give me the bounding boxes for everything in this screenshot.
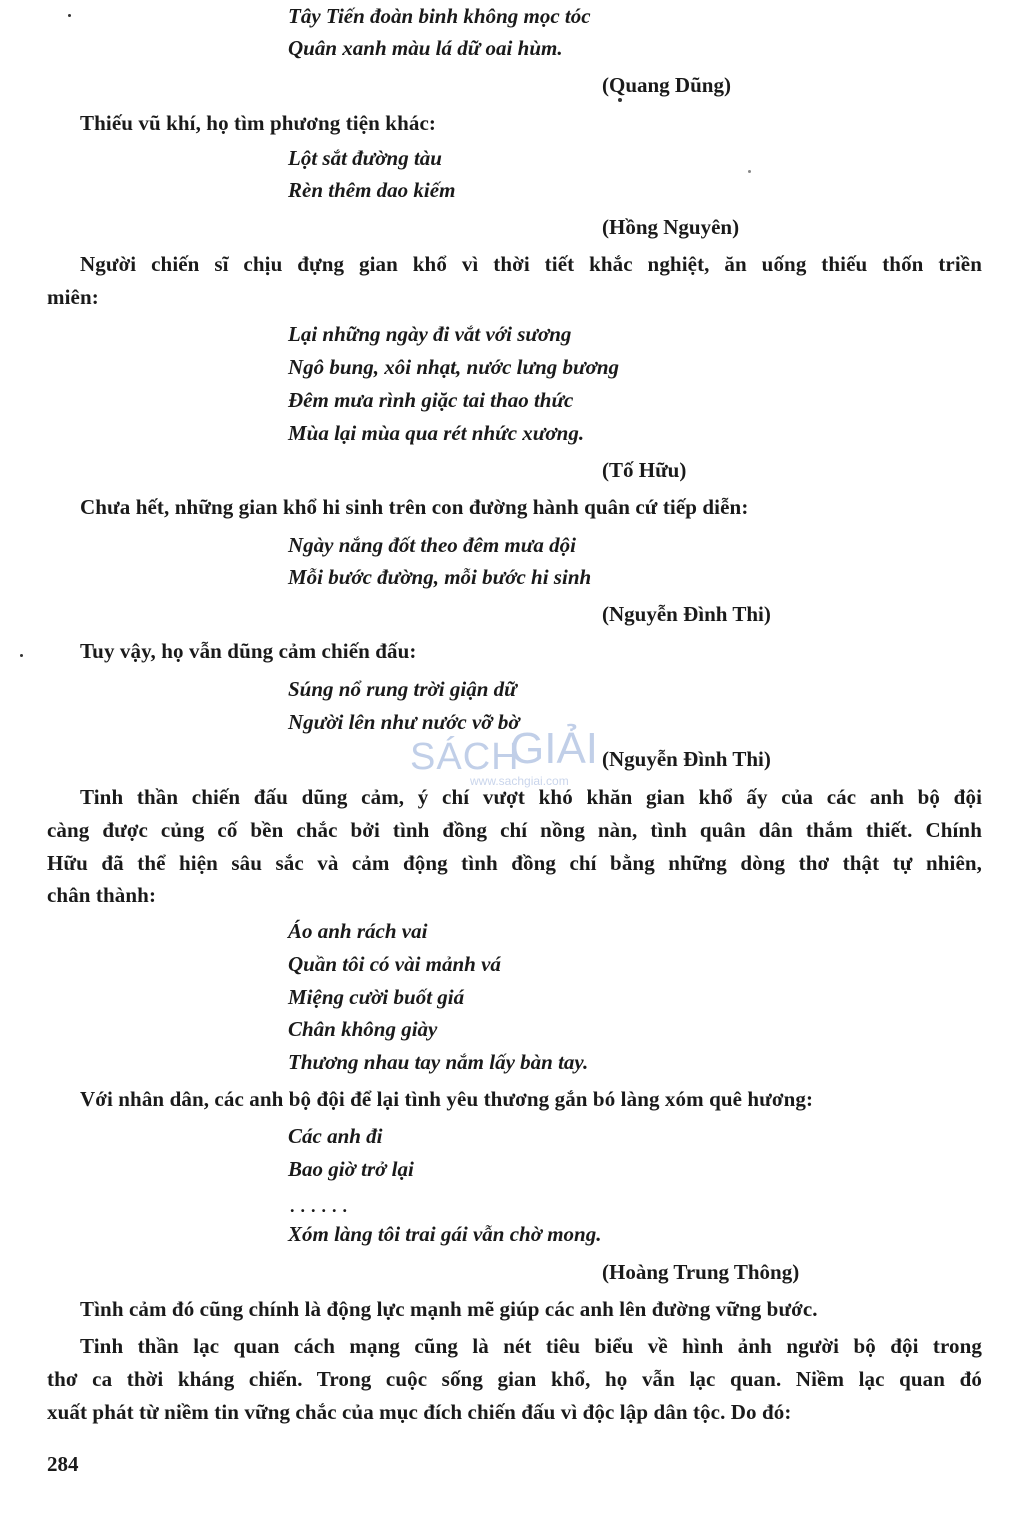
paragraph-line: chân thành:	[47, 883, 157, 907]
poem-author: (Quang Dũng)	[602, 73, 731, 97]
poem-line: Quân xanh màu lá dữ oai hùm.	[288, 36, 563, 60]
poem-line: Mỗi bước đường, mỗi bước hi sinh	[288, 565, 592, 589]
poem-author: (Nguyễn Đình Thi)	[602, 602, 771, 626]
paragraph-line: Với nhân dân, các anh bộ đội để lại tình yêu thương gắn bó làng xóm quê hương:	[80, 1087, 814, 1111]
scan-speck	[20, 654, 23, 657]
poem-author: (Nguyễn Đình Thi)	[602, 747, 771, 771]
poem-author: (Tố Hữu)	[602, 458, 687, 482]
paragraph-line: miên:	[47, 285, 99, 309]
paragraph-line: Thiếu vũ khí, họ tìm phương tiện khác:	[80, 111, 436, 135]
paragraph-line: thơ ca thời kháng chiến. Trong cuộc sống gian khổ, họ vẫn lạc quan. Niềm lạc quan đó	[47, 1367, 982, 1391]
scan-speck	[748, 170, 751, 173]
paragraph-line: càng được củng cố bền chắc bởi tình đồng chí nồng nàn, tình quân dân thắm thiết. Chính	[47, 818, 982, 842]
poem-line: Thương nhau tay nắm lấy bàn tay.	[288, 1050, 589, 1074]
paragraph-line: Chưa hết, những gian khổ hi sinh trên con đường hành quân cứ tiếp diễn:	[80, 495, 749, 519]
poem-line: Tây Tiến đoàn binh không mọc tóc	[288, 4, 591, 28]
paragraph-line: xuất phát từ niềm tin vững chắc của mục đích chiến đấu vì độc lập dân tộc. Do đó:	[47, 1400, 792, 1424]
poem-line: Quần tôi có vài mảnh vá	[288, 952, 501, 976]
poem-line: Chân không giày	[288, 1017, 438, 1041]
poem-author: (Hồng Nguyên)	[602, 215, 740, 239]
poem-line: Ngày nắng đốt theo đêm mưa dội	[288, 533, 576, 557]
watermark-logo	[410, 724, 640, 794]
poem-line: Bao giờ trở lại	[288, 1157, 414, 1181]
poem-line: Ngô bung, xôi nhạt, nước lưng bương	[288, 355, 620, 379]
poem-line: Áo anh rách vai	[288, 919, 428, 943]
page-number: 284	[47, 1452, 79, 1476]
poem-ellipsis: ......	[290, 1196, 353, 1216]
poem-author: (Hoàng Trung Thông)	[602, 1260, 800, 1284]
poem-line: Lột sắt đường tàu	[288, 146, 442, 170]
paragraph-line: Tinh thần chiến đấu dũng cảm, ý chí vượt khó khăn gian khổ ấy của các anh bộ đội	[80, 785, 982, 809]
poem-line: Miệng cười buốt giá	[288, 985, 465, 1009]
paragraph-line: Hữu đã thể hiện sâu sắc và cảm động tình đồng chí bằng những dòng thơ thật tự nhiên,	[47, 851, 982, 875]
paragraph-line: Tinh thần lạc quan cách mạng cũng là nét tiêu biểu về hình ảnh người bộ đội trong	[80, 1334, 982, 1358]
paragraph-line: Tuy vậy, họ vẫn dũng cảm chiến đấu:	[80, 639, 417, 663]
scan-speck	[68, 14, 71, 17]
watermark-brand-right: GIẢI	[510, 724, 599, 773]
poem-line: Người lên như nước vỡ bờ	[288, 710, 520, 734]
scan-speck	[618, 98, 622, 102]
poem-line: Đêm mưa rình giặc tai thao thức	[288, 388, 574, 412]
watermark-url: www.sachgiai.com	[470, 774, 569, 788]
paragraph-line: Tình cảm đó cũng chính là động lực mạnh mẽ giúp các anh lên đường vững bước.	[80, 1297, 818, 1321]
watermark-brand-left: SÁCH	[410, 736, 520, 778]
poem-line: Các anh đi	[288, 1124, 383, 1148]
poem-line: Súng nổ rung trời giận dữ	[288, 677, 517, 701]
poem-line: Lại những ngày đi vắt với sương	[288, 322, 572, 346]
poem-line: Mùa lại mùa qua rét nhức xương.	[288, 421, 585, 445]
poem-line: Rèn thêm dao kiếm	[288, 178, 456, 202]
poem-line: Xóm làng tôi trai gái vẫn chờ mong.	[288, 1222, 602, 1246]
paragraph-line: Người chiến sĩ chịu đựng gian khổ vì thời tiết khắc nghiệt, ăn uống thiếu thốn triền	[80, 252, 982, 276]
